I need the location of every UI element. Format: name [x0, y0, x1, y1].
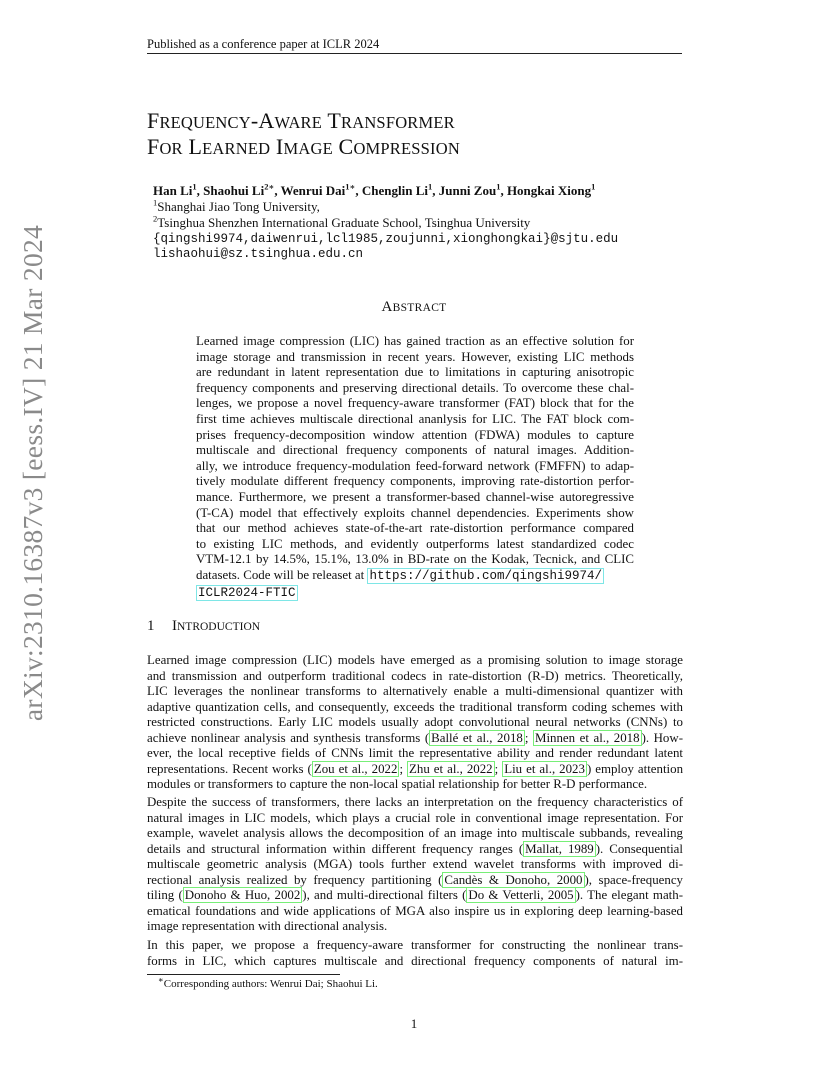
- citation-link[interactable]: Candès & Donoho, 2000: [444, 872, 583, 887]
- code-link[interactable]: https://github.com/qingshi9974/: [369, 568, 603, 583]
- abstract-line: prises frequency-decomposition window attention (FDWA) modules to capture: [196, 427, 634, 442]
- abstract-line: ally, we introduce frequency-modulation feed-forward network (FMFFN) to adap-: [196, 458, 634, 473]
- abstract-body: [196, 334, 634, 601]
- abstract-line: to existing LIC methods, and evidently outperforms latest standardized codec: [196, 536, 634, 551]
- footnote: ∗Corresponding authors: Wenrui Dai; Shaohui Li.: [158, 974, 378, 990]
- header-rule: [147, 53, 682, 54]
- author: Chenglin Li: [361, 183, 428, 198]
- abstract-line: datasets. Code will be releaset at https://github.com/qingshi9974/: [196, 567, 603, 583]
- affiliation-2: $^2$Tsinghua Shenzhen International Graduate School, Tsinghua University: [153, 213, 531, 230]
- email-line-2: lishaohui@sz.tsinghua.edu.cn: [153, 247, 364, 261]
- section-heading-introduction: 1 INTRODUCTION: [147, 618, 261, 634]
- abstract-line: frequency components and preserving directional details. To overcome these chal-: [196, 380, 634, 395]
- paper-title-line-1: FREQUENCY-AWARE TRANSFORMER: [147, 108, 455, 133]
- author: Shaohui Li: [203, 183, 265, 198]
- abstract-line: are redundant in latent representation due to limitations in capturing anisotropic: [196, 365, 634, 380]
- author: Wenrui Dai: [280, 183, 346, 198]
- footnote-rule: [147, 974, 340, 975]
- author: Han Li: [153, 183, 193, 198]
- abstract-line: multiscale and directional frequency components of natural images. Addition-: [196, 443, 634, 458]
- abstract-line: lenges, we propose a novel frequency-aware transformer (FAT) block that for the: [196, 396, 634, 411]
- running-header: Published as a conference paper at ICLR 2024: [147, 37, 380, 51]
- abstract-line: (T-CA) model that effectively exploits channel dependencies. Experiments show: [196, 505, 634, 520]
- abstract-line: first time achieves multiscale directional ananlysis for LIC. The FAT block com-: [196, 411, 634, 426]
- abstract-line: image storage and transmission in recent years. However, existing LIC methods: [196, 349, 634, 364]
- citation-link[interactable]: Donoho & Huo, 2002: [184, 888, 301, 902]
- author-list: Han Li$^1$, Shaohui $Li^{2∗}$, Wenrui Dai$^{1∗}$, Chenglin Li$^1$, Junni Zou$^1$, Hongkai Xiong$^1$: [153, 181, 596, 198]
- citation-link[interactable]: Minnen et al., 2018: [534, 730, 640, 745]
- abstract-line: that our method achieves state-of-the-art rate-distortion performance compared: [196, 521, 634, 536]
- arxiv-stamp: [17, 224, 48, 721]
- paper-title-line-2: FOR LEARNED IMAGE COMPRESSION: [147, 134, 460, 159]
- abstract-line: tively modulate different frequency components, improving rate-distortion perfor-: [196, 474, 634, 489]
- abstract-line: [196, 585, 634, 602]
- author: Junni Zou: [438, 183, 497, 198]
- intro-paragraph-1: Learned image compression (LIC) models have emerged as a promising solution to image storage and transmission and outperform traditional codecs in rate-distortion (R-D) metrics. Theoretically, LIC leverages the nonlinear transforms to alternatively enable a multi-dimensional quantizer with adaptive quantization cells, and consequently, exceeds the traditional transform coding schemes with restricted constructions. Early LIC models usually adopt convolutional neural networks (CNNs) to achieve nonlinear analysis and synthesis transforms ( Ballé et al., 2018 ; Minnen et al., 2018 ). How- ever, the local receptive fields of CNNs limit the representative ability and render redundant latent representations. Recent works ( Zou et al., 2022 ; Zhu et al., 2022 ; Liu et al., 2023 ) employ attention modules or transformers to capture the non-local spatial relationship for better R-D performance.: [147, 653, 684, 791]
- citation-link[interactable]: Do & Vetterli, 2005: [468, 888, 574, 902]
- abstract-line: VTM-12.1 by 14.5%, 15.1%, 13.0% in BD-rate on the Kodak, Tecnick, and CLIC: [196, 552, 634, 567]
- author: Hongkai Xiong: [506, 183, 592, 198]
- intro-paragraph-2: Despite the success of transformers, there lacks an interpretation on the frequency characteristics of natural images in LIC models, which plays a crucial role in conventional image representation. For example, wavelet analysis allows the decomposition of an image into multiscale subbands, revealing details and structural information within different frequency ranges ( Mallat, 1989 ). Consequential multiscale geometric analysis (MGA) tools further extend wavelet transforms with improved di- rectional analysis realized by frequency partitioning ( Candès & Donoho, 2000 ), space-frequency tiling ( Donoho & Huo, 2002 ), and multi-directional filters ( Do & Vetterli, 2005 ). The elegant math- ematical foundations and wide applications of MGA also inspire us in exploring deep learning-based image representation with directional analysis.: [147, 795, 684, 933]
- email-line-1: {qingshi9974,daiwenrui,lcl1985,zoujunni,xionghongkai}@sjtu.edu: [153, 232, 619, 246]
- code-link-continued[interactable]: ICLR2024-FTIC: [198, 585, 296, 600]
- page-number: 1: [410, 1016, 418, 1031]
- citation-link[interactable]: Zhu et al., 2022: [409, 761, 493, 776]
- citation-link[interactable]: Ballé et al., 2018: [431, 730, 523, 745]
- abstract-line: mance. Furthermore, we present a transformer-based channel-wise autoregressive: [196, 489, 634, 504]
- affiliation-1: $^1$Shanghai Jiao Tong University,: [153, 197, 320, 214]
- abstract-heading: ABSTRACT: [381, 299, 447, 315]
- abstract-line: Learned image compression (LIC) has gained traction as an effective solution for: [196, 334, 634, 348]
- citation-link[interactable]: Zou et al., 2022: [313, 761, 398, 776]
- citation-link[interactable]: Liu et al., 2023: [504, 761, 585, 776]
- arxiv-id: arXiv:2310.16387v3 [eess.IV] 21 Mar 2024: [17, 224, 48, 721]
- intro-paragraph-3: In this paper, we propose a frequency-aware transformer for constructing the nonlinear trans- forms in LIC, which captures multiscale and directional frequency components of natural im-: [147, 938, 683, 968]
- citation-link[interactable]: Mallat, 1989: [525, 841, 594, 856]
